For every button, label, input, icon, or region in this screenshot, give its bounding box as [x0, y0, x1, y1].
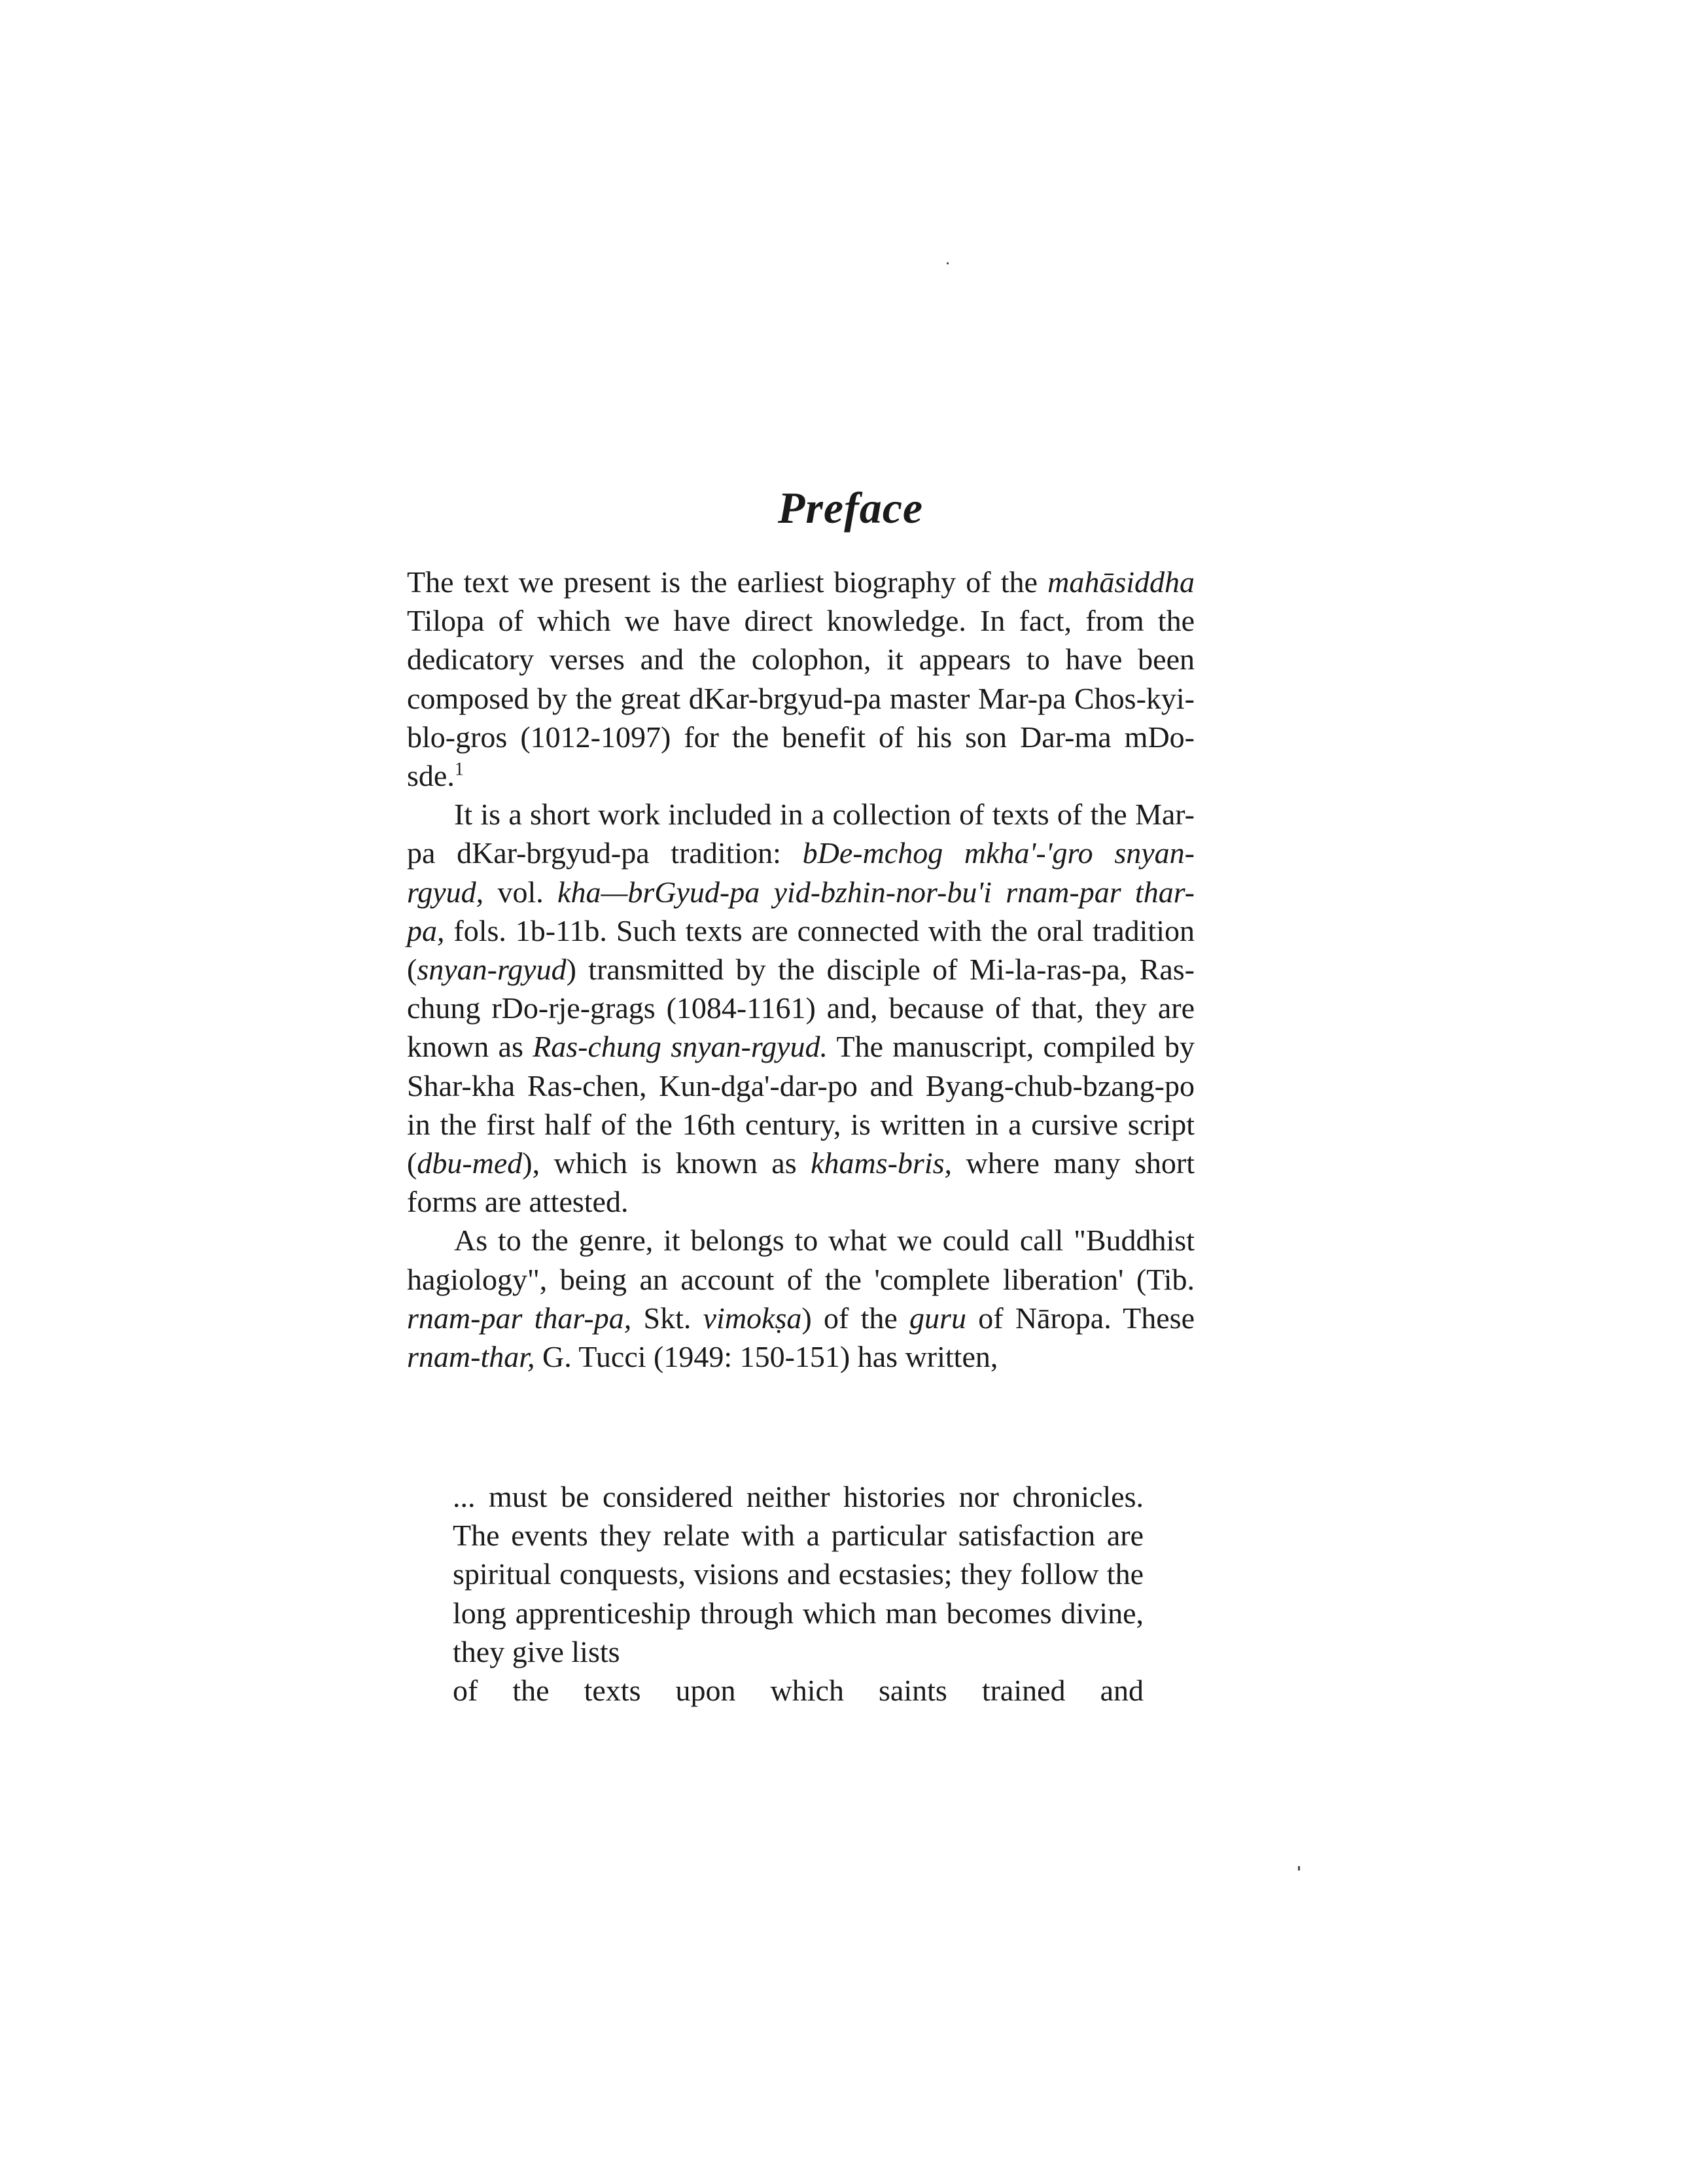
- paragraph-3: As to the genre, it belongs to what we could call "Buddhist hagiology", being an account of the 'complete liberation' (Tib. rnam-par thar-pa, Skt. vimokṣa) of the guru of Nāropa. These rnam-thar, G. Tucci (1949: 150-151) has written,: [407, 1224, 1195, 1374]
- page-title: Preface: [777, 482, 924, 533]
- paragraph-2: It is a short work included in a collection of texts of the Mar-pa dKar-brgyud-pa tradition: bDe-mchog mkha'-'gro snyan-rgyud, vol. kha—brGyud-pa yid-bzhin-nor-bu'i rnam-par thar-pa, fols. 1b-11b. Such texts are connected with the oral tradition (snyan-rgyud) transmitted by the disciple of Mi-la-ras-pa, Ras-chung rDo-rje-grags (1084-1161) and, because of that, they are known as Ras-chung snyan-rgyud. The manuscript, compiled by Shar-kha Ras-chen, Kun-dga'-dar-po and Byang-chub-bzang-po in the first half of the 16th century, is written in a cursive script (dbu-med), which is known as khams-bris, where many short forms are attested.: [407, 798, 1195, 1219]
- quote-paragraph: ... must be considered neither histories nor chronicles. The events they relate with a particular satisfaction are spiritual conquests, visions and ecstasies; they follow the long apprenticeship through which man becomes divine, they give lists of the texts upon which saints trained and: [453, 1480, 1144, 1708]
- scan-speck-bottom: [1298, 1866, 1300, 1871]
- scan-speck-top: [947, 262, 949, 264]
- footnote-marker[interactable]: 1: [454, 759, 464, 780]
- paragraph-1: The text we present is the earliest biography of the mahāsiddha Tilopa of which we have direct knowledge. In fact, from the dedicatory verses and the colophon, it appears to have been composed by the great dKar-brgyud-pa master Mar-pa Chos-kyi-blo-gros (1012-1097) for the benefit of his son Dar-ma mDo-sde.$^1$: [407, 565, 1195, 793]
- block-quote: [453, 1477, 1144, 1710]
- body-text: [407, 563, 1195, 1376]
